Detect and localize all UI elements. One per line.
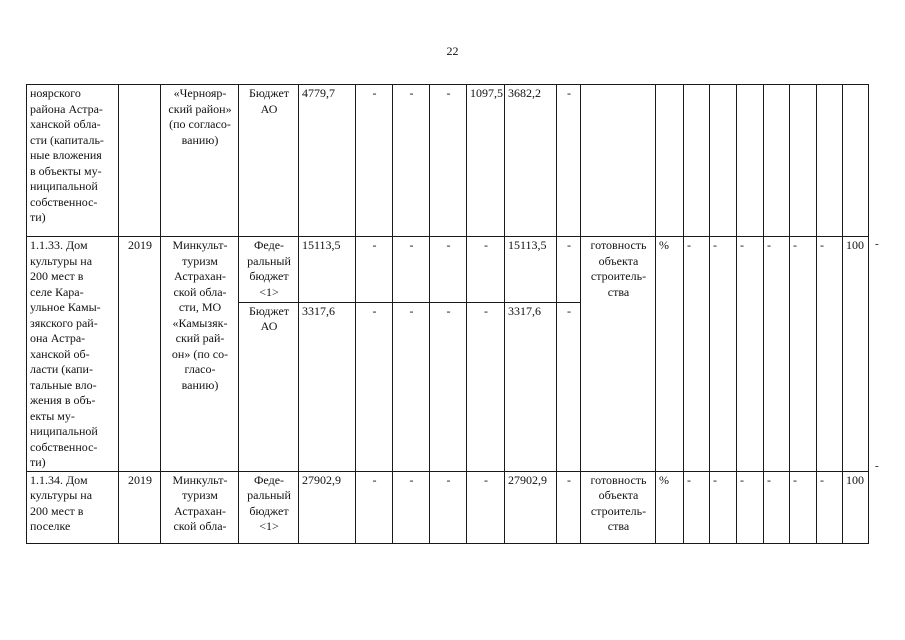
- amount-cell: -: [467, 471, 505, 543]
- indicator-cell: [581, 85, 656, 237]
- amount-cell: -: [467, 237, 505, 303]
- amount-cell: -: [356, 471, 393, 543]
- indicator-value-cell: [737, 85, 764, 237]
- amount-cell: -: [557, 237, 581, 303]
- amount-cell: -: [430, 237, 467, 303]
- amount-cell: -: [557, 471, 581, 543]
- indicator-value-cell: [710, 85, 737, 237]
- amount-cell: -: [430, 471, 467, 543]
- amount-cell: 15113,5: [505, 237, 557, 303]
- year-cell: 2019: [119, 237, 161, 472]
- indicator-value-cell: -: [817, 471, 843, 543]
- indicator-value-cell: -: [710, 237, 737, 472]
- indicator-value-cell: -: [817, 237, 843, 472]
- amount-cell: -: [393, 302, 430, 471]
- indicator-value-cell: [764, 85, 790, 237]
- amount-cell: -: [557, 85, 581, 237]
- indicator-value-cell: -: [684, 237, 710, 472]
- indicator-value-cell: [817, 85, 843, 237]
- amount-cell: 3317,6: [505, 302, 557, 471]
- executor-cell: Минкульт- туризм Астрахан- ской обла- сти, МО «Камызяк- ский рай- он» (по со- гласо- ванию): [161, 237, 239, 472]
- total-amount-cell: 15113,5: [299, 237, 356, 303]
- indicator-value-cell: [790, 85, 817, 237]
- page-number: 22: [446, 44, 459, 58]
- funding-source-cell: Бюджет АО: [239, 85, 299, 237]
- amount-cell: -: [356, 237, 393, 303]
- trailing-dash: -: [875, 238, 879, 250]
- year-cell: [119, 85, 161, 237]
- indicator-value-cell: 100: [843, 237, 869, 472]
- event-name-cell: ноярского района Астра- ханской обла- сти (капиталь- ные вложения в объекты му- ниципальной собственнос- ти): [27, 85, 119, 237]
- table-row: [27, 237, 884, 303]
- amount-cell: -: [557, 302, 581, 471]
- indicator-value-cell: [684, 85, 710, 237]
- year-cell: 2019: [119, 471, 161, 543]
- indicator-value-cell: 100: [843, 471, 869, 543]
- trailing-dash: -: [875, 460, 879, 472]
- table-row: [27, 85, 884, 237]
- total-amount-cell: 27902,9: [299, 471, 356, 543]
- amount-cell: 3682,2: [505, 85, 557, 237]
- indicator-value-cell: -: [764, 471, 790, 543]
- amount-cell: -: [467, 302, 505, 471]
- indicator-value-cell: -: [737, 237, 764, 472]
- total-amount-cell: 3317,6: [299, 302, 356, 471]
- event-name-cell: 1.1.34. Дом культуры на 200 мест в поселке: [27, 471, 119, 543]
- amount-cell: 27902,9: [505, 471, 557, 543]
- amount-cell: -: [393, 237, 430, 303]
- unit-cell: %: [656, 237, 684, 472]
- amount-cell: -: [356, 302, 393, 471]
- indicator-value-cell: -: [710, 471, 737, 543]
- indicator-value-cell: -: [764, 237, 790, 472]
- indicator-value-cell: -: [790, 237, 817, 472]
- unit-cell: [656, 85, 684, 237]
- funding-source-cell: Феде- ральный бюджет <1>: [239, 237, 299, 303]
- executor-cell: «Чернояр- ский район» (по согласо- ванию): [161, 85, 239, 237]
- funding-source-cell: Феде- ральный бюджет <1>: [239, 471, 299, 543]
- amount-cell: -: [356, 85, 393, 237]
- executor-cell: Минкульт- туризм Астрахан- ской обла-: [161, 471, 239, 543]
- indicator-value-cell: -: [790, 471, 817, 543]
- indicator-cell: готовность объекта строитель- ства: [581, 237, 656, 472]
- amount-cell: -: [430, 302, 467, 471]
- amount-cell: -: [393, 85, 430, 237]
- amount-cell: -: [430, 85, 467, 237]
- indicator-value-cell: [843, 85, 869, 237]
- indicator-value-cell: -: [684, 471, 710, 543]
- unit-cell: %: [656, 471, 684, 543]
- event-name-cell: 1.1.33. Дом культуры на 200 мест в селе Кара- ульное Камы- зякского рай- она Астра- ханской об- ласти (капи- тальные вло- жения в объ- екты му- ниципальной собственнос- ти): [27, 237, 119, 472]
- amount-cell: -: [393, 471, 430, 543]
- amount-cell: 1097,5: [467, 85, 505, 237]
- funding-source-cell: Бюджет АО: [239, 302, 299, 471]
- total-amount-cell: 4779,7: [299, 85, 356, 237]
- table-row: [27, 471, 884, 543]
- indicator-cell: готовность объекта строитель- ства: [581, 471, 656, 543]
- indicator-value-cell: -: [737, 471, 764, 543]
- program-table: [26, 84, 884, 544]
